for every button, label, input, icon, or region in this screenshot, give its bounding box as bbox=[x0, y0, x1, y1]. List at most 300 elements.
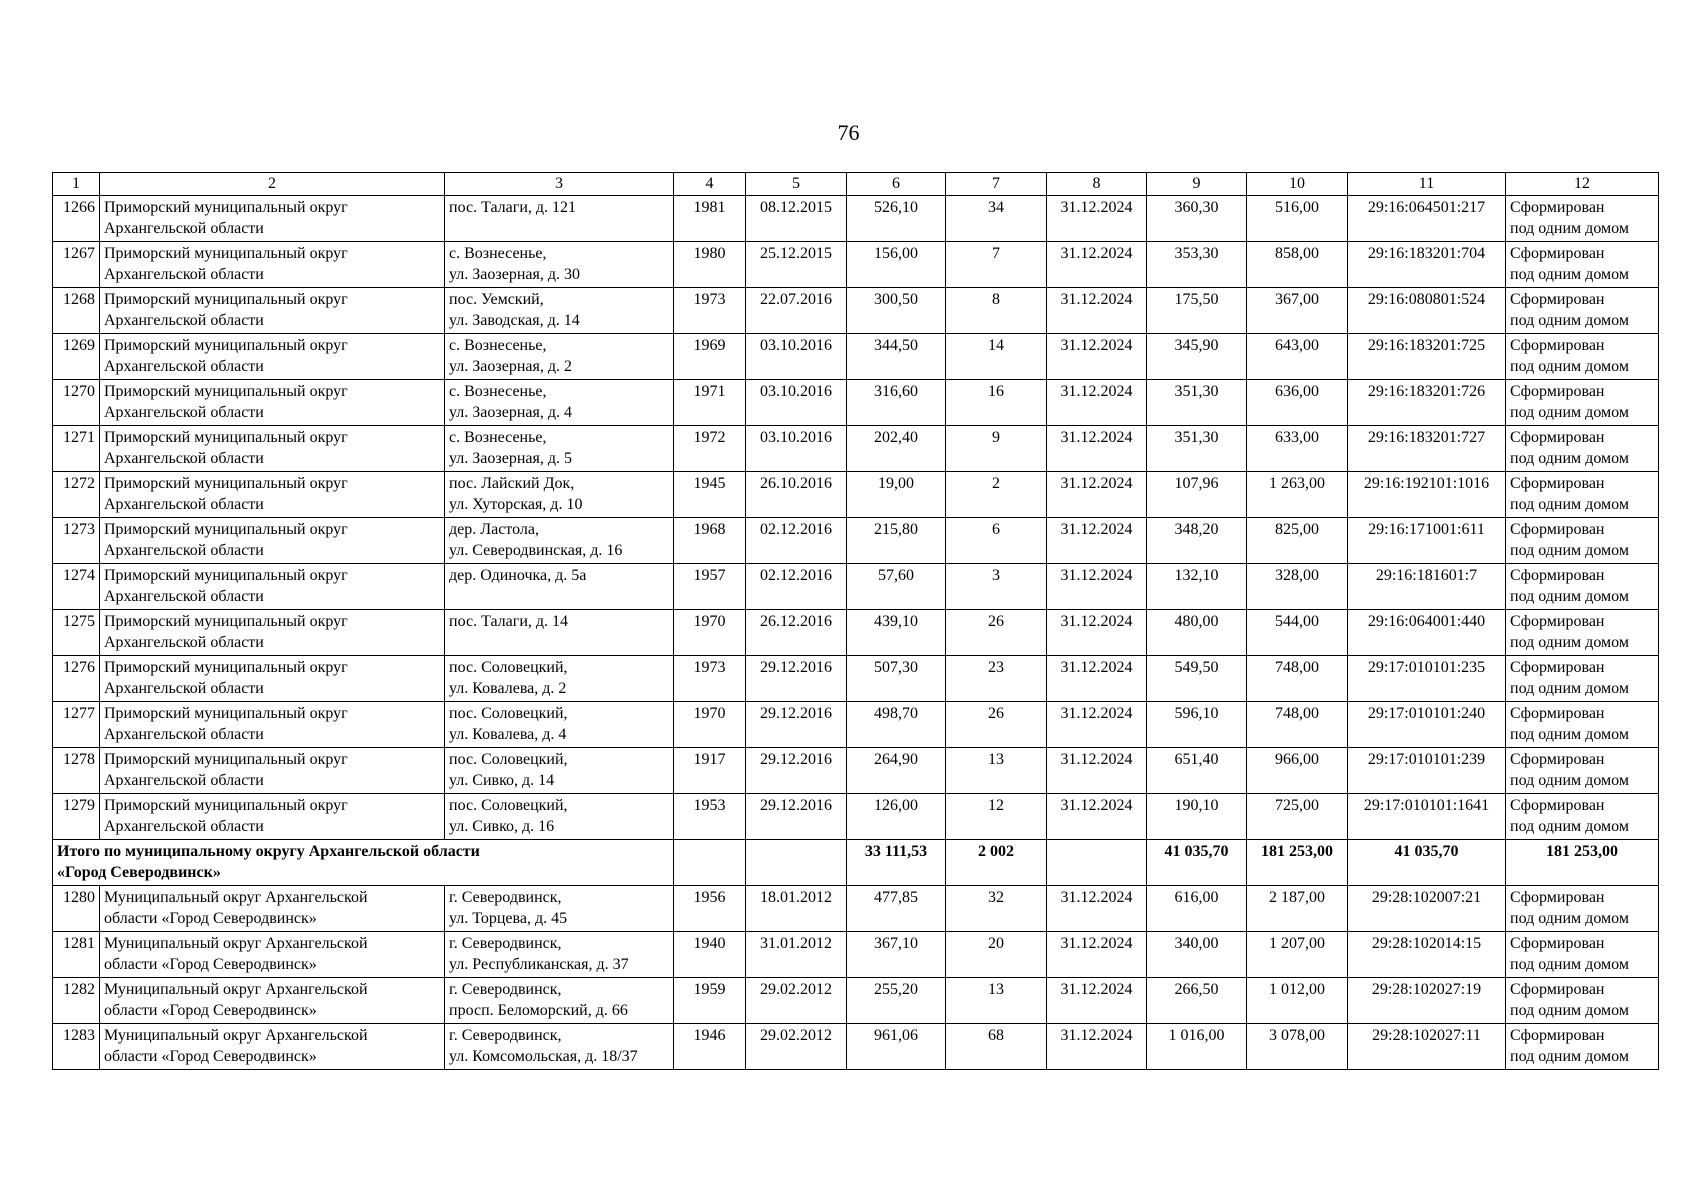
owner-municipality-line: Приморский муниципальный округ bbox=[104, 797, 348, 814]
table-body bbox=[53, 196, 1659, 1070]
land-status bbox=[1506, 380, 1659, 426]
recognition-date: 29.02.2012 bbox=[746, 1024, 847, 1070]
build-year: 1981 bbox=[674, 196, 746, 242]
cadastral-number: 29:16:064001:440 bbox=[1348, 610, 1506, 656]
owner-municipality bbox=[100, 472, 445, 518]
table-row bbox=[53, 518, 1659, 564]
row-number: 1266 bbox=[53, 196, 100, 242]
value-col-9: 651,40 bbox=[1147, 748, 1247, 794]
row-number: 1281 bbox=[53, 932, 100, 978]
value-col-9: 353,30 bbox=[1147, 242, 1247, 288]
cadastral-number: 29:16:183201:725 bbox=[1348, 334, 1506, 380]
value-col-10: 3 078,00 bbox=[1247, 1024, 1348, 1070]
address-line: просп. Беломорский, д. 66 bbox=[449, 1002, 628, 1019]
address bbox=[445, 748, 674, 794]
owner-municipality-line: Муниципальный округ Архангельской bbox=[104, 981, 368, 998]
owner-municipality-line: Приморский муниципальный округ bbox=[104, 291, 348, 308]
planned-date: 31.12.2024 bbox=[1047, 196, 1147, 242]
area: 344,50 bbox=[847, 334, 946, 380]
owner-municipality-line: Приморский муниципальный округ bbox=[104, 475, 348, 492]
owner-municipality bbox=[100, 564, 445, 610]
owner-municipality bbox=[100, 610, 445, 656]
land-status bbox=[1506, 978, 1659, 1024]
empty-cell bbox=[1047, 840, 1147, 886]
recognition-date: 02.12.2016 bbox=[746, 518, 847, 564]
table-row bbox=[53, 610, 1659, 656]
owner-municipality-line: Муниципальный округ Архангельской bbox=[104, 1027, 368, 1044]
owner-municipality-line: Архангельской области bbox=[104, 496, 264, 513]
address-line: ул. Сивко, д. 16 bbox=[449, 818, 555, 835]
address-line: ул. Республиканская, д. 37 bbox=[449, 956, 629, 973]
owner-municipality bbox=[100, 978, 445, 1024]
table-row bbox=[53, 334, 1659, 380]
recognition-date: 26.10.2016 bbox=[746, 472, 847, 518]
residents: 9 bbox=[946, 426, 1047, 472]
residents: 8 bbox=[946, 288, 1047, 334]
land-status-line: Сформирован bbox=[1510, 291, 1605, 308]
column-header-4: 4 bbox=[674, 173, 746, 196]
owner-municipality-line: Архангельской области bbox=[104, 818, 264, 835]
owner-municipality-line: Архангельской области bbox=[104, 634, 264, 651]
column-header-11: 11 bbox=[1348, 173, 1506, 196]
table-row bbox=[53, 656, 1659, 702]
land-status-line: Сформирован bbox=[1510, 429, 1605, 446]
value-col-9: 340,00 bbox=[1147, 932, 1247, 978]
value-col-9: 549,50 bbox=[1147, 656, 1247, 702]
planned-date: 31.12.2024 bbox=[1047, 978, 1147, 1024]
value-col-10: 1 207,00 bbox=[1247, 932, 1348, 978]
value-col-9: 107,96 bbox=[1147, 472, 1247, 518]
recognition-date: 29.12.2016 bbox=[746, 794, 847, 840]
subtotal-label-line: Итого по муниципальному округу Архангельской области bbox=[57, 843, 480, 860]
planned-date: 31.12.2024 bbox=[1047, 380, 1147, 426]
address bbox=[445, 656, 674, 702]
address bbox=[445, 196, 674, 242]
land-status-line: Сформирован bbox=[1510, 705, 1605, 722]
land-status-line: Сформирован bbox=[1510, 521, 1605, 538]
table-row bbox=[53, 472, 1659, 518]
land-status bbox=[1506, 334, 1659, 380]
build-year: 1969 bbox=[674, 334, 746, 380]
owner-municipality-line: Приморский муниципальный округ bbox=[104, 383, 348, 400]
address bbox=[445, 334, 674, 380]
table-row bbox=[53, 932, 1659, 978]
owner-municipality bbox=[100, 886, 445, 932]
address bbox=[445, 518, 674, 564]
address-line: с. Вознесенье, bbox=[449, 245, 547, 262]
cadastral-number: 29:17:010101:239 bbox=[1348, 748, 1506, 794]
address bbox=[445, 426, 674, 472]
housing-register-table bbox=[52, 172, 1659, 1070]
address-line: пос. Соловецкий, bbox=[449, 659, 568, 676]
owner-municipality bbox=[100, 932, 445, 978]
value-col-10: 516,00 bbox=[1247, 196, 1348, 242]
land-status-line: под одним домом bbox=[1510, 404, 1629, 421]
row-number: 1272 bbox=[53, 472, 100, 518]
residents: 26 bbox=[946, 702, 1047, 748]
address-line: с. Вознесенье, bbox=[449, 429, 547, 446]
address-line: пос. Лайский Док, bbox=[449, 475, 575, 492]
land-status bbox=[1506, 656, 1659, 702]
land-status-line: под одним домом bbox=[1510, 680, 1629, 697]
value-col-10: 825,00 bbox=[1247, 518, 1348, 564]
planned-date: 31.12.2024 bbox=[1047, 518, 1147, 564]
recognition-date: 25.12.2015 bbox=[746, 242, 847, 288]
planned-date: 31.12.2024 bbox=[1047, 886, 1147, 932]
value-col-10: 1 012,00 bbox=[1247, 978, 1348, 1024]
planned-date: 31.12.2024 bbox=[1047, 794, 1147, 840]
address-line: пос. Соловецкий, bbox=[449, 797, 568, 814]
land-status-line: под одним домом bbox=[1510, 772, 1629, 789]
land-status bbox=[1506, 610, 1659, 656]
planned-date: 31.12.2024 bbox=[1047, 932, 1147, 978]
build-year: 1980 bbox=[674, 242, 746, 288]
residents: 34 bbox=[946, 196, 1047, 242]
owner-municipality-line: области «Город Северодвинск» bbox=[104, 1048, 317, 1065]
table-row bbox=[53, 564, 1659, 610]
land-status-line: Сформирован bbox=[1510, 337, 1605, 354]
recognition-date: 29.12.2016 bbox=[746, 656, 847, 702]
address-line: пос. Соловецкий, bbox=[449, 751, 568, 768]
owner-municipality bbox=[100, 794, 445, 840]
table-row bbox=[53, 748, 1659, 794]
planned-date: 31.12.2024 bbox=[1047, 610, 1147, 656]
row-number: 1275 bbox=[53, 610, 100, 656]
subtotal-col-12: 181 253,00 bbox=[1506, 840, 1659, 886]
address bbox=[445, 932, 674, 978]
table-row bbox=[53, 1024, 1659, 1070]
row-number: 1279 bbox=[53, 794, 100, 840]
land-status bbox=[1506, 1024, 1659, 1070]
owner-municipality-line: Приморский муниципальный округ bbox=[104, 429, 348, 446]
land-status-line: под одним домом bbox=[1510, 496, 1629, 513]
table-row bbox=[53, 886, 1659, 932]
address bbox=[445, 610, 674, 656]
land-status-line: под одним домом bbox=[1510, 910, 1629, 927]
land-status-line: Сформирован bbox=[1510, 981, 1605, 998]
land-status bbox=[1506, 886, 1659, 932]
residents: 32 bbox=[946, 886, 1047, 932]
land-status bbox=[1506, 288, 1659, 334]
land-status-line: под одним домом bbox=[1510, 266, 1629, 283]
land-status bbox=[1506, 472, 1659, 518]
owner-municipality-line: Приморский муниципальный округ bbox=[104, 751, 348, 768]
address bbox=[445, 564, 674, 610]
row-number: 1269 bbox=[53, 334, 100, 380]
recognition-date: 03.10.2016 bbox=[746, 426, 847, 472]
area: 156,00 bbox=[847, 242, 946, 288]
land-status bbox=[1506, 564, 1659, 610]
value-col-10: 2 187,00 bbox=[1247, 886, 1348, 932]
cadastral-number: 29:17:010101:240 bbox=[1348, 702, 1506, 748]
owner-municipality-line: Приморский муниципальный округ bbox=[104, 705, 348, 722]
value-col-10: 858,00 bbox=[1247, 242, 1348, 288]
owner-municipality-line: Архангельской области bbox=[104, 312, 264, 329]
cadastral-number: 29:16:183201:727 bbox=[1348, 426, 1506, 472]
address-line: пос. Талаги, д. 14 bbox=[449, 613, 569, 630]
land-status-line: Сформирован bbox=[1510, 245, 1605, 262]
area: 57,60 bbox=[847, 564, 946, 610]
owner-municipality-line: Приморский муниципальный округ bbox=[104, 245, 348, 262]
build-year: 1968 bbox=[674, 518, 746, 564]
cadastral-number: 29:17:010101:1641 bbox=[1348, 794, 1506, 840]
column-header-8: 8 bbox=[1047, 173, 1147, 196]
land-status bbox=[1506, 426, 1659, 472]
build-year: 1957 bbox=[674, 564, 746, 610]
header-row bbox=[53, 173, 1659, 196]
address-line: ул. Северодвинская, д. 16 bbox=[449, 542, 623, 559]
address bbox=[445, 978, 674, 1024]
land-status-line: Сформирован bbox=[1510, 935, 1605, 952]
value-col-10: 725,00 bbox=[1247, 794, 1348, 840]
build-year: 1973 bbox=[674, 288, 746, 334]
area: 507,30 bbox=[847, 656, 946, 702]
owner-municipality bbox=[100, 748, 445, 794]
table-row bbox=[53, 794, 1659, 840]
owner-municipality bbox=[100, 1024, 445, 1070]
value-col-9: 132,10 bbox=[1147, 564, 1247, 610]
value-col-10: 643,00 bbox=[1247, 334, 1348, 380]
build-year: 1970 bbox=[674, 610, 746, 656]
recognition-date: 29.12.2016 bbox=[746, 702, 847, 748]
row-number: 1276 bbox=[53, 656, 100, 702]
owner-municipality-line: Приморский муниципальный округ bbox=[104, 567, 348, 584]
cadastral-number: 29:16:183201:726 bbox=[1348, 380, 1506, 426]
area: 215,80 bbox=[847, 518, 946, 564]
address-line: ул. Заозерная, д. 2 bbox=[449, 358, 572, 375]
empty-cell bbox=[674, 840, 746, 886]
value-col-10: 633,00 bbox=[1247, 426, 1348, 472]
build-year: 1953 bbox=[674, 794, 746, 840]
table-row bbox=[53, 288, 1659, 334]
subtotal-people: 2 002 bbox=[946, 840, 1047, 886]
land-status-line: Сформирован bbox=[1510, 889, 1605, 906]
cadastral-number: 29:16:183201:704 bbox=[1348, 242, 1506, 288]
subtotal-label-line: «Город Северодвинск» bbox=[57, 864, 221, 881]
owner-municipality-line: Муниципальный округ Архангельской bbox=[104, 935, 368, 952]
recognition-date: 29.12.2016 bbox=[746, 748, 847, 794]
owner-municipality bbox=[100, 380, 445, 426]
land-status bbox=[1506, 196, 1659, 242]
planned-date: 31.12.2024 bbox=[1047, 702, 1147, 748]
residents: 20 bbox=[946, 932, 1047, 978]
recognition-date: 18.01.2012 bbox=[746, 886, 847, 932]
owner-municipality bbox=[100, 426, 445, 472]
value-col-9: 348,20 bbox=[1147, 518, 1247, 564]
planned-date: 31.12.2024 bbox=[1047, 242, 1147, 288]
owner-municipality-line: Архангельской области bbox=[104, 542, 264, 559]
value-col-9: 190,10 bbox=[1147, 794, 1247, 840]
planned-date: 31.12.2024 bbox=[1047, 564, 1147, 610]
area: 126,00 bbox=[847, 794, 946, 840]
recognition-date: 26.12.2016 bbox=[746, 610, 847, 656]
address-line: пос. Соловецкий, bbox=[449, 705, 568, 722]
area: 19,00 bbox=[847, 472, 946, 518]
residents: 16 bbox=[946, 380, 1047, 426]
planned-date: 31.12.2024 bbox=[1047, 472, 1147, 518]
land-status-line: Сформирован bbox=[1510, 475, 1605, 492]
address-line: дер. Ластола, bbox=[449, 521, 539, 538]
land-status-line: Сформирован bbox=[1510, 1027, 1605, 1044]
land-status-line: Сформирован bbox=[1510, 797, 1605, 814]
land-status-line: под одним домом bbox=[1510, 220, 1629, 237]
owner-municipality-line: Архангельской области bbox=[104, 450, 264, 467]
address bbox=[445, 794, 674, 840]
land-status-line: под одним домом bbox=[1510, 450, 1629, 467]
build-year: 1959 bbox=[674, 978, 746, 1024]
row-number: 1270 bbox=[53, 380, 100, 426]
recognition-date: 29.02.2012 bbox=[746, 978, 847, 1024]
land-status-line: под одним домом bbox=[1510, 358, 1629, 375]
planned-date: 31.12.2024 bbox=[1047, 656, 1147, 702]
recognition-date: 02.12.2016 bbox=[746, 564, 847, 610]
subtotal-area: 33 111,53 bbox=[847, 840, 946, 886]
planned-date: 31.12.2024 bbox=[1047, 748, 1147, 794]
build-year: 1917 bbox=[674, 748, 746, 794]
owner-municipality-line: Архангельской области bbox=[104, 772, 264, 789]
address-line: с. Вознесенье, bbox=[449, 337, 547, 354]
planned-date: 31.12.2024 bbox=[1047, 334, 1147, 380]
subtotal-label bbox=[53, 840, 674, 886]
cadastral-number: 29:28:102027:11 bbox=[1348, 1024, 1506, 1070]
subtotal-row bbox=[53, 840, 1659, 886]
residents: 68 bbox=[946, 1024, 1047, 1070]
build-year: 1972 bbox=[674, 426, 746, 472]
cadastral-number: 29:16:064501:217 bbox=[1348, 196, 1506, 242]
value-col-9: 345,90 bbox=[1147, 334, 1247, 380]
value-col-9: 360,30 bbox=[1147, 196, 1247, 242]
table-row bbox=[53, 426, 1659, 472]
residents: 23 bbox=[946, 656, 1047, 702]
residents: 6 bbox=[946, 518, 1047, 564]
owner-municipality-line: Архангельской области bbox=[104, 358, 264, 375]
recognition-date: 08.12.2015 bbox=[746, 196, 847, 242]
value-col-9: 266,50 bbox=[1147, 978, 1247, 1024]
address-line: г. Северодвинск, bbox=[449, 1027, 562, 1044]
row-number: 1268 bbox=[53, 288, 100, 334]
recognition-date: 31.01.2012 bbox=[746, 932, 847, 978]
value-col-9: 596,10 bbox=[1147, 702, 1247, 748]
owner-municipality bbox=[100, 702, 445, 748]
address-line: ул. Сивко, д. 14 bbox=[449, 772, 555, 789]
owner-municipality bbox=[100, 288, 445, 334]
value-col-9: 351,30 bbox=[1147, 426, 1247, 472]
row-number: 1280 bbox=[53, 886, 100, 932]
subtotal-col-9: 41 035,70 bbox=[1147, 840, 1247, 886]
land-status bbox=[1506, 748, 1659, 794]
table-row bbox=[53, 196, 1659, 242]
cadastral-number: 29:16:171001:611 bbox=[1348, 518, 1506, 564]
owner-municipality-line: Архангельской области bbox=[104, 726, 264, 743]
subtotal-col-10: 181 253,00 bbox=[1247, 840, 1348, 886]
land-status bbox=[1506, 702, 1659, 748]
column-header-3: 3 bbox=[445, 173, 674, 196]
row-number: 1282 bbox=[53, 978, 100, 1024]
value-col-9: 175,50 bbox=[1147, 288, 1247, 334]
residents: 2 bbox=[946, 472, 1047, 518]
cadastral-number: 29:16:181601:7 bbox=[1348, 564, 1506, 610]
value-col-9: 1 016,00 bbox=[1147, 1024, 1247, 1070]
residents: 26 bbox=[946, 610, 1047, 656]
empty-cell bbox=[746, 840, 847, 886]
owner-municipality-line: Муниципальный округ Архангельской bbox=[104, 889, 368, 906]
address-line: ул. Ковалева, д. 2 bbox=[449, 680, 567, 697]
land-status-line: под одним домом bbox=[1510, 818, 1629, 835]
land-status-line: под одним домом bbox=[1510, 542, 1629, 559]
planned-date: 31.12.2024 bbox=[1047, 426, 1147, 472]
row-number: 1267 bbox=[53, 242, 100, 288]
area: 255,20 bbox=[847, 978, 946, 1024]
address-line: пос. Уемский, bbox=[449, 291, 544, 308]
land-status-line: под одним домом bbox=[1510, 634, 1629, 651]
owner-municipality-line: Приморский муниципальный округ bbox=[104, 521, 348, 538]
build-year: 1940 bbox=[674, 932, 746, 978]
column-header-7: 7 bbox=[946, 173, 1047, 196]
table-row bbox=[53, 242, 1659, 288]
area: 316,60 bbox=[847, 380, 946, 426]
owner-municipality-line: Приморский муниципальный округ bbox=[104, 659, 348, 676]
address bbox=[445, 1024, 674, 1070]
address-line: г. Северодвинск, bbox=[449, 889, 562, 906]
owner-municipality bbox=[100, 518, 445, 564]
cadastral-number: 29:16:192101:1016 bbox=[1348, 472, 1506, 518]
row-number: 1277 bbox=[53, 702, 100, 748]
area: 498,70 bbox=[847, 702, 946, 748]
page-number: 76 bbox=[837, 120, 860, 145]
land-status-line: Сформирован bbox=[1510, 199, 1605, 216]
planned-date: 31.12.2024 bbox=[1047, 1024, 1147, 1070]
row-number: 1278 bbox=[53, 748, 100, 794]
row-number: 1271 bbox=[53, 426, 100, 472]
address bbox=[445, 702, 674, 748]
owner-municipality-line: Архангельской области bbox=[104, 220, 264, 237]
area: 202,40 bbox=[847, 426, 946, 472]
address-line: ул. Заозерная, д. 4 bbox=[449, 404, 572, 421]
cadastral-number: 29:28:102027:19 bbox=[1348, 978, 1506, 1024]
address-line: с. Вознесенье, bbox=[449, 383, 547, 400]
build-year: 1970 bbox=[674, 702, 746, 748]
owner-municipality-line: Приморский муниципальный округ bbox=[104, 613, 348, 630]
build-year: 1971 bbox=[674, 380, 746, 426]
address-line: ул. Хуторская, д. 10 bbox=[449, 496, 583, 513]
land-status-line: Сформирован bbox=[1510, 751, 1605, 768]
residents: 14 bbox=[946, 334, 1047, 380]
land-status-line: Сформирован bbox=[1510, 567, 1605, 584]
row-number: 1273 bbox=[53, 518, 100, 564]
address bbox=[445, 472, 674, 518]
land-status bbox=[1506, 794, 1659, 840]
land-status-line: под одним домом bbox=[1510, 956, 1629, 973]
owner-municipality-line: Архангельской области bbox=[104, 588, 264, 605]
value-col-10: 367,00 bbox=[1247, 288, 1348, 334]
address-line: ул. Заозерная, д. 5 bbox=[449, 450, 572, 467]
land-status-line: Сформирован bbox=[1510, 613, 1605, 630]
column-header-10: 10 bbox=[1247, 173, 1348, 196]
value-col-10: 966,00 bbox=[1247, 748, 1348, 794]
address-line: ул. Заозерная, д. 30 bbox=[449, 266, 580, 283]
owner-municipality-line: области «Город Северодвинск» bbox=[104, 910, 317, 927]
area: 439,10 bbox=[847, 610, 946, 656]
owner-municipality-line: Архангельской области bbox=[104, 266, 264, 283]
address-line: ул. Ковалева, д. 4 bbox=[449, 726, 567, 743]
address-line: г. Северодвинск, bbox=[449, 981, 562, 998]
planned-date: 31.12.2024 bbox=[1047, 288, 1147, 334]
column-header-2: 2 bbox=[100, 173, 445, 196]
value-col-10: 748,00 bbox=[1247, 702, 1348, 748]
owner-municipality-line: области «Город Северодвинск» bbox=[104, 1002, 317, 1019]
recognition-date: 03.10.2016 bbox=[746, 334, 847, 380]
recognition-date: 03.10.2016 bbox=[746, 380, 847, 426]
